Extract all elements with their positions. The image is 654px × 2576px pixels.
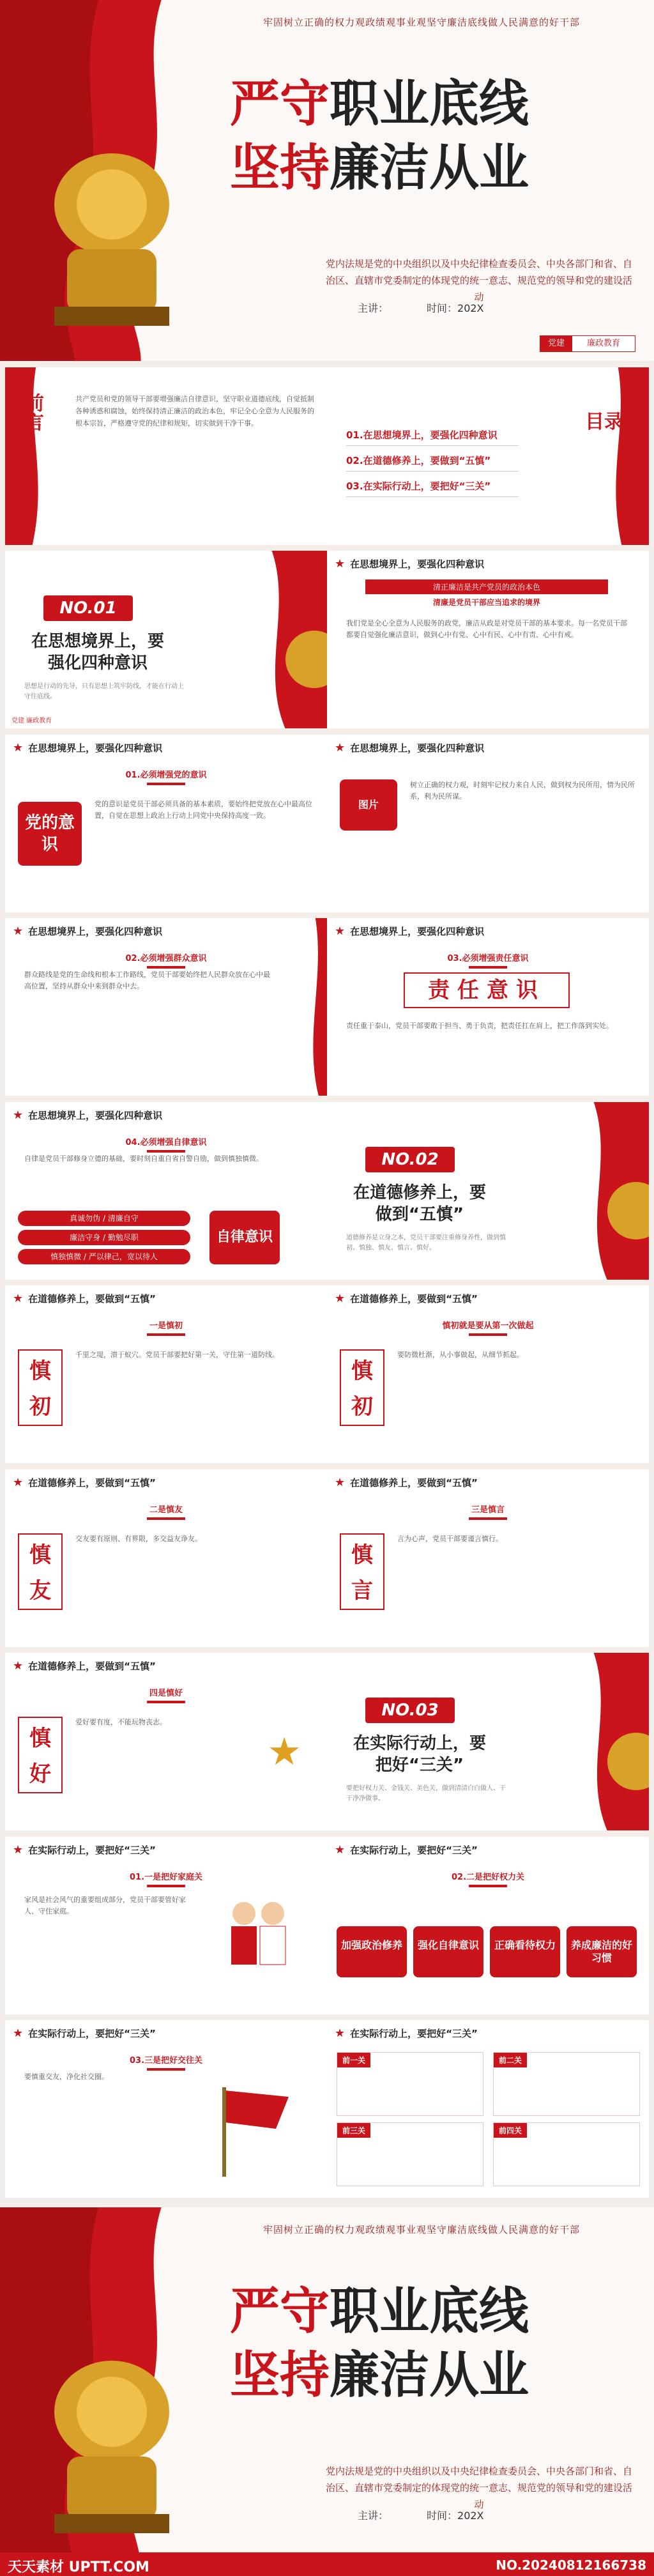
golden-lion-icon: [35, 134, 188, 326]
sub-text: 慎初就是要从第一次做起: [442, 1321, 534, 1331]
box-title: 前三关: [337, 2123, 370, 2138]
star-icon: ★: [335, 556, 346, 571]
slide-17: [5, 1837, 327, 2014]
title-black-part: 廉洁从业: [330, 2346, 529, 2404]
slide-14: [327, 1469, 649, 1647]
body-text: 树立正确的权力观，时刻牢记权力来自人民，做到权为民所用，情为民所系，利为民所谋。: [410, 781, 635, 801]
section-desc: 道德修养是立身之本，党员干部要注重修身养性，做到慎初、慎独、慎友、慎言、慎好。: [346, 1234, 506, 1252]
star-icon: ★: [267, 1729, 301, 1774]
divider: [147, 2068, 185, 2071]
title-red-part: 严守: [230, 75, 330, 133]
box-title: 前二关: [494, 2053, 527, 2067]
star-icon: ★: [335, 924, 346, 938]
star-icon: ★: [13, 2026, 24, 2040]
slide-section-1: [5, 551, 327, 728]
red-silk-decoration: [540, 367, 649, 545]
sub-heading: [327, 1503, 649, 1520]
pill-2: 廉洁守身 / 勤勉尽职: [18, 1230, 190, 1245]
slide-header: [5, 2020, 327, 2046]
preface-text: 共产党员和党的领导干部要增强廉洁自律意识，坚守职业道德底线，自觉抵制各种诱惑和腐蚀，始终保持清正廉洁的政治本色，牢记全心全意为人民服务的根本宗旨，严格遵守党的纪律和规矩，切实做到干净干事。: [75, 395, 314, 427]
sub-text: 03.必须增强责任意识: [447, 954, 529, 963]
slide-header: [5, 918, 327, 944]
slide-19: [5, 2020, 327, 2198]
cover-title-line-2: [230, 2335, 529, 2407]
body-text: 要防微杜渐，从小事做起，从细节抓起。: [397, 1351, 524, 1359]
slide-9: [5, 1102, 327, 1280]
body-text: 我们党是全心全意为人民服务的政党，廉洁从政是对党员干部的基本要求。每一名党员干部都要自觉强化廉洁意识，做到心中有党、心中有民、心中有责、心中有戒。: [346, 619, 627, 639]
star-icon: ★: [13, 1291, 24, 1305]
slide-header: [327, 551, 649, 576]
speaker-label: 主讲：: [358, 302, 389, 314]
slide-header: [327, 918, 649, 944]
sub-heading: [5, 951, 327, 969]
toc-title: 目录: [585, 411, 623, 433]
cover-top-line: 牢固树立正确的权力观政绩观事业观坚守廉洁底线做人民满意的好干部: [262, 2224, 580, 2235]
sub-heading: [5, 1686, 327, 1703]
preface-title: 前言: [21, 393, 43, 431]
watermark-left: 天天素材 UPTT.COM: [8, 2559, 149, 2575]
divider: [469, 966, 507, 969]
cover-title-line-2: [230, 128, 529, 199]
toc-item-2[interactable]: 02.在道德修养上，要做到“五慎”: [346, 454, 519, 471]
sub-text: 四是慎好: [149, 1689, 183, 1698]
golden-lion-icon: [35, 2342, 188, 2533]
star-icon: ★: [13, 1108, 24, 1122]
box-title: 前四关: [494, 2123, 527, 2138]
concept-card: 党的意识: [18, 802, 82, 866]
header-text: 在思想境界上，要强化四种意识: [350, 925, 485, 937]
slide-11: [5, 1285, 327, 1463]
slide-header: [5, 1837, 327, 1862]
slide-header: [327, 1469, 649, 1495]
sub-heading: [5, 1319, 327, 1336]
header-text: 在实际行动上，要把好“三关”: [350, 2027, 478, 2039]
slide-18: [327, 1837, 649, 2014]
star-icon: ★: [13, 740, 24, 755]
body-text: 言为心声，党员干部要谨言慎行。: [397, 1535, 503, 1543]
slide-4: [327, 551, 649, 728]
cover-description: 党内法规是党的中央组织以及中央纪律检查委员会、中央各部门和省、自治区、直辖市党委制定的体现党的统一意志、规范党的领导和党的建设活动: [325, 258, 632, 303]
header-text: 在道德修养上，要做到“五慎”: [350, 1292, 478, 1305]
time-label: 时间：202X: [427, 302, 484, 314]
big-char: 慎言: [340, 1533, 384, 1610]
slide-footer: 党建 廉政教育: [11, 717, 52, 724]
box-4: [493, 2122, 640, 2186]
body-text: 交友要有原则、有界限，多交益友诤友。: [75, 1535, 202, 1543]
body-text: 千里之堤，溃于蚁穴。党员干部要把好第一关，守住第一道防线。: [75, 1351, 279, 1359]
sub-text: 03.三是把好交往关: [129, 2056, 203, 2066]
box-2: [493, 2052, 640, 2116]
slide-15: [5, 1653, 327, 1830]
title-black-part: 职业底线: [330, 2282, 529, 2340]
body-text: 自律是党员干部修身立德的基础，要时刻自重自省自警自励，做到慎独慎微。: [24, 1154, 263, 1163]
card-3: 正确看待权力: [490, 1926, 560, 1977]
star-icon: ★: [335, 1291, 346, 1305]
toc-item-1[interactable]: 01.在思想境界上，要强化四种意识: [346, 428, 519, 446]
cover-tag: [540, 335, 635, 352]
body-text: 责任重于泰山，党员干部要敢于担当、勇于负责，把责任扛在肩上，把工作落到实处。: [346, 1022, 613, 1030]
red-silk-decoration: [540, 1653, 649, 1830]
body-text: 爱好要有度，不能玩物丧志。: [75, 1718, 167, 1726]
sub-text: 01.一是把好家庭关: [129, 1873, 203, 1882]
slide-toc: [327, 367, 649, 545]
star-icon: ★: [13, 1475, 24, 1489]
watermark-bar: [0, 2552, 654, 2576]
speaker-label: 主讲：: [358, 2510, 389, 2522]
card-4: 养成廉洁的好习惯: [567, 1926, 637, 1977]
title-black-part: 廉洁从业: [330, 139, 529, 197]
star-icon: ★: [13, 924, 24, 938]
sub-heading: [5, 768, 327, 785]
divider: [147, 1701, 185, 1703]
slide-header: [327, 1285, 649, 1311]
header-text: 在道德修养上，要做到“五慎”: [350, 1476, 478, 1489]
section-title: 在思想境界上，要强化四种意识: [31, 632, 164, 673]
pill-1: 真诚勿伪 / 清廉自守: [18, 1211, 190, 1226]
sub-text: 一是慎初: [149, 1321, 183, 1331]
body-text: 党的意识是党员干部必须具备的基本素质，要始终把党放在心中最高位置，自觉在思想上政治上行动上同党中央保持高度一致。: [95, 800, 312, 820]
header-text: 在思想境界上，要强化四种意识: [350, 742, 485, 754]
header-text: 在思想境界上，要强化四种意识: [28, 1109, 163, 1121]
sub-text: 02.二是把好权力关: [451, 1873, 525, 1882]
slide-13: [5, 1469, 327, 1647]
header-text: 在思想境界上，要强化四种意识: [28, 742, 163, 754]
slide-preface: [5, 367, 327, 545]
sub-heading: [5, 2053, 327, 2071]
slide-7: [5, 918, 327, 1096]
section-number: NO.03: [365, 1698, 455, 1723]
divider: [147, 1885, 185, 1887]
slide-header: [327, 735, 649, 760]
slide-5: [5, 735, 327, 912]
section-desc: 要把好权力关、金钱关、美色关，做到清清白白做人、干干净净做事。: [346, 1785, 506, 1802]
cover-description: 党内法规是党的中央组织以及中央纪律检查委员会、中央各部门和省、自治区、直辖市党委制定的体现党的统一意志、规范党的领导和党的建设活动: [325, 2465, 632, 2510]
image-placeholder: 图片: [340, 779, 397, 831]
body-text: 家风是社会风气的重要组成部分，党员干部要管好家人、守住家庭。: [24, 1896, 186, 1915]
section-number: NO.02: [365, 1147, 455, 1172]
sub-text: 04.必须增强自律意识: [125, 1138, 207, 1147]
watermark-right: NO.20240812166738: [496, 2557, 646, 2573]
header-text: 在思想境界上，要强化四种意识: [28, 925, 163, 937]
body-text: 要慎重交友，净化社交圈。: [24, 2073, 109, 2081]
slide-header: [327, 2020, 649, 2046]
tag-left: 党建: [540, 336, 572, 351]
big-title: 责任意识: [404, 972, 570, 1008]
people-illustration-icon: [218, 1894, 295, 1977]
cover-title-line-1: [230, 2271, 529, 2343]
title-red-part: 坚持: [230, 139, 330, 197]
slide-20: [327, 2020, 649, 2198]
red-silk-decoration: [540, 1102, 649, 1280]
tag-right: 廉政教育: [586, 339, 620, 348]
star-icon: ★: [335, 740, 346, 755]
sub-banner: 清正廉洁是共产党员的政治本色: [365, 579, 608, 594]
sub-heading: [5, 1503, 327, 1520]
header-text: 在实际行动上，要把好“三关”: [350, 1844, 478, 1856]
slide-header: [5, 735, 327, 760]
header-text: 在道德修养上，要做到“五慎”: [28, 1292, 156, 1305]
sub-heading: [5, 1135, 327, 1153]
divider: [469, 1885, 507, 1887]
sub-text: 02.必须增强群众意识: [125, 954, 207, 963]
title-red-part: 严守: [230, 2282, 330, 2340]
slide-section-3: [327, 1653, 649, 1830]
cover-slide: [0, 0, 654, 361]
box-title: 前一关: [337, 2053, 370, 2067]
divider: [147, 783, 185, 785]
cover-meta: [358, 300, 522, 315]
header-text: 在实际行动上，要把好“三关”: [28, 1844, 156, 1856]
star-icon: ★: [13, 1659, 24, 1673]
divider: [469, 1333, 507, 1336]
header-text: 在道德修养上，要做到“五慎”: [28, 1476, 156, 1489]
divider: [469, 1517, 507, 1520]
time-label: 时间：202X: [427, 2510, 484, 2522]
title-red-part: 坚持: [230, 2346, 330, 2404]
sub-heading: [327, 1870, 649, 1887]
cover-meta: [358, 2508, 522, 2522]
header-text: 在思想境界上，要强化四种意识: [350, 558, 485, 570]
big-char: 慎初: [340, 1349, 384, 1426]
slide-header: [5, 1469, 327, 1495]
flag-icon: [212, 2078, 301, 2180]
red-silk-decoration: [218, 918, 327, 1096]
sub-heading: [5, 1870, 327, 1887]
cover-title-line-1: [230, 64, 529, 135]
sub-text: 01.必须增强党的意识: [125, 770, 207, 780]
divider: [147, 1150, 185, 1153]
sub-heading: 清廉是党员干部应当追求的境界: [432, 598, 540, 607]
slide-section-2: [327, 1102, 649, 1280]
slide-12: [327, 1285, 649, 1463]
card-2: 强化自律意识: [413, 1926, 483, 1977]
section-desc: 思想是行动的先导，只有思想上筑牢防线，才能在行动上守住底线。: [24, 683, 184, 700]
cover-slide-end: [0, 2207, 654, 2552]
star-icon: ★: [335, 1475, 346, 1489]
box-3: [337, 2122, 483, 2186]
toc-item-3[interactable]: 03.在实际行动上，要把好“三关”: [346, 479, 519, 497]
slide-header: [5, 1285, 327, 1311]
sub-text: 二是慎友: [149, 1505, 183, 1515]
sub-heading: [327, 1319, 649, 1336]
star-icon: ★: [335, 2026, 346, 2040]
title-black-part: 职业底线: [330, 75, 529, 133]
big-char: 慎友: [18, 1533, 63, 1610]
star-icon: ★: [13, 1843, 24, 1857]
big-char: 慎好: [18, 1717, 63, 1793]
section-title: 在道德修养上，要做到“五慎”: [353, 1183, 486, 1224]
concept-card: 自律意识: [209, 1211, 280, 1264]
body-text: 群众路线是党的生命线和根本工作路线，党员干部要始终把人民群众放在心中最高位置，坚持从群众中来到群众中去。: [24, 970, 270, 990]
sub-heading: [327, 951, 649, 969]
star-icon: ★: [335, 1843, 346, 1857]
box-1: [337, 2052, 483, 2116]
big-char: 慎初: [18, 1349, 63, 1426]
divider: [147, 1333, 185, 1336]
header-text: 在道德修养上，要做到“五慎”: [28, 1660, 156, 1672]
sub-text: 三是慎言: [471, 1505, 505, 1515]
slide-header: [5, 1653, 327, 1678]
slide-header: [5, 1102, 327, 1128]
slide-header: [327, 1837, 649, 1862]
slide-6: [327, 735, 649, 912]
pill-3: 慎独慎微 / 严以律己，宽以待人: [18, 1249, 190, 1264]
cover-top-line: 牢固树立正确的权力观政绩观事业观坚守廉洁底线做人民满意的好干部: [262, 17, 580, 28]
section-number: NO.01: [43, 595, 133, 621]
card-1: 加强政治修养: [337, 1926, 407, 1977]
divider: [147, 1517, 185, 1520]
slide-8: [327, 918, 649, 1096]
divider: [147, 966, 185, 969]
header-text: 在实际行动上，要把好“三关”: [28, 2027, 156, 2039]
red-silk-decoration: [218, 551, 327, 728]
section-title: 在实际行动上，要把好“三关”: [353, 1734, 486, 1775]
